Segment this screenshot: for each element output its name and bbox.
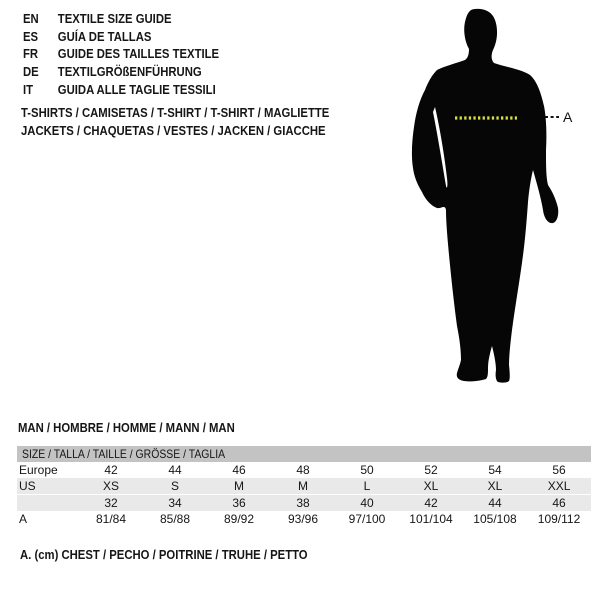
size-cell: XL xyxy=(463,478,527,495)
size-cell: 34 xyxy=(143,495,207,512)
language-label: GUIDA ALLE TAGLIE TESSILI xyxy=(57,81,216,97)
table-row-numeric xyxy=(17,495,591,512)
language-code: FR xyxy=(23,46,39,62)
man-silhouette xyxy=(412,9,558,383)
language-label: TEXTILE SIZE GUIDE xyxy=(57,11,172,26)
table-row-us xyxy=(17,478,591,495)
size-cell: 44 xyxy=(168,463,182,477)
size-cell: 101/104 xyxy=(409,512,453,526)
size-cell: XS xyxy=(79,478,143,495)
size-cell: 50 xyxy=(360,463,374,477)
row-label: Europe xyxy=(19,463,58,477)
size-table-header-row xyxy=(17,446,591,462)
size-cell: 38 xyxy=(271,495,335,512)
language-code: IT xyxy=(23,81,34,97)
size-cell: 32 xyxy=(79,495,143,512)
size-cell: 89/92 xyxy=(223,512,255,526)
size-cell: 54 xyxy=(488,463,502,477)
size-cell: 36 xyxy=(207,495,271,512)
size-cell: 81/84 xyxy=(95,512,127,526)
language-row-es xyxy=(23,28,248,46)
section-title-man: MAN / HOMBRE / HOMME / MANN / MAN xyxy=(18,420,235,435)
size-cell: XL xyxy=(399,478,463,495)
language-row-en xyxy=(23,10,248,28)
table-row-a-chest xyxy=(17,511,591,527)
language-code: ES xyxy=(23,28,39,44)
size-cell: 85/88 xyxy=(159,512,191,526)
size-cell: M xyxy=(207,478,271,495)
language-row-de xyxy=(23,63,248,81)
size-cell: 46 xyxy=(232,463,246,477)
size-table-header: SIZE / TALLA / TAILLE / GRÖSSE / TAGLIA xyxy=(17,446,591,462)
man-silhouette-figure xyxy=(395,0,600,400)
language-list xyxy=(23,10,248,98)
language-label: GUIDE DES TAILLES TEXTILE xyxy=(57,46,220,62)
size-cell: 48 xyxy=(296,463,310,477)
category-lines xyxy=(21,104,375,140)
size-cell: M xyxy=(271,478,335,495)
size-cell: S xyxy=(143,478,207,495)
size-cell: 42 xyxy=(104,463,118,477)
size-cell: 44 xyxy=(463,495,527,512)
language-label: GUÍA DE TALLAS xyxy=(57,28,152,44)
table-row-europe xyxy=(17,462,591,478)
size-cell: 42 xyxy=(399,495,463,512)
size-cell: 52 xyxy=(424,463,438,477)
size-cell: 40 xyxy=(335,495,399,512)
category-line-jackets: JACKETS / CHAQUETAS / VESTES / JACKEN / GIACCHE xyxy=(21,122,326,138)
measurement-footnote: A. (cm) CHEST / PECHO / POITRINE / TRUHE / PETTO xyxy=(20,547,308,562)
row-label: A xyxy=(19,512,28,526)
size-cell: 97/100 xyxy=(348,512,386,526)
measurement-label-a: A xyxy=(563,109,573,125)
size-cell: 46 xyxy=(527,495,591,512)
size-table xyxy=(17,446,591,527)
category-line-tshirts: T-SHIRTS / CAMISETAS / T-SHIRT / T-SHIRT / MAGLIETTE xyxy=(21,105,330,120)
language-code: EN xyxy=(23,11,39,26)
language-label: TEXTILGRÖßENFÜHRUNG xyxy=(57,64,202,80)
language-row-fr xyxy=(23,45,248,63)
language-code: DE xyxy=(23,64,39,80)
size-cell: 105/108 xyxy=(473,512,517,526)
size-cell: 109/112 xyxy=(537,512,581,526)
size-cell: XXL xyxy=(527,478,591,495)
size-cell: L xyxy=(335,478,399,495)
row-label: US xyxy=(17,478,79,495)
language-row-it xyxy=(23,81,248,99)
size-cell: 56 xyxy=(552,463,566,477)
size-cell: 93/96 xyxy=(287,512,319,526)
row-label xyxy=(17,495,79,512)
